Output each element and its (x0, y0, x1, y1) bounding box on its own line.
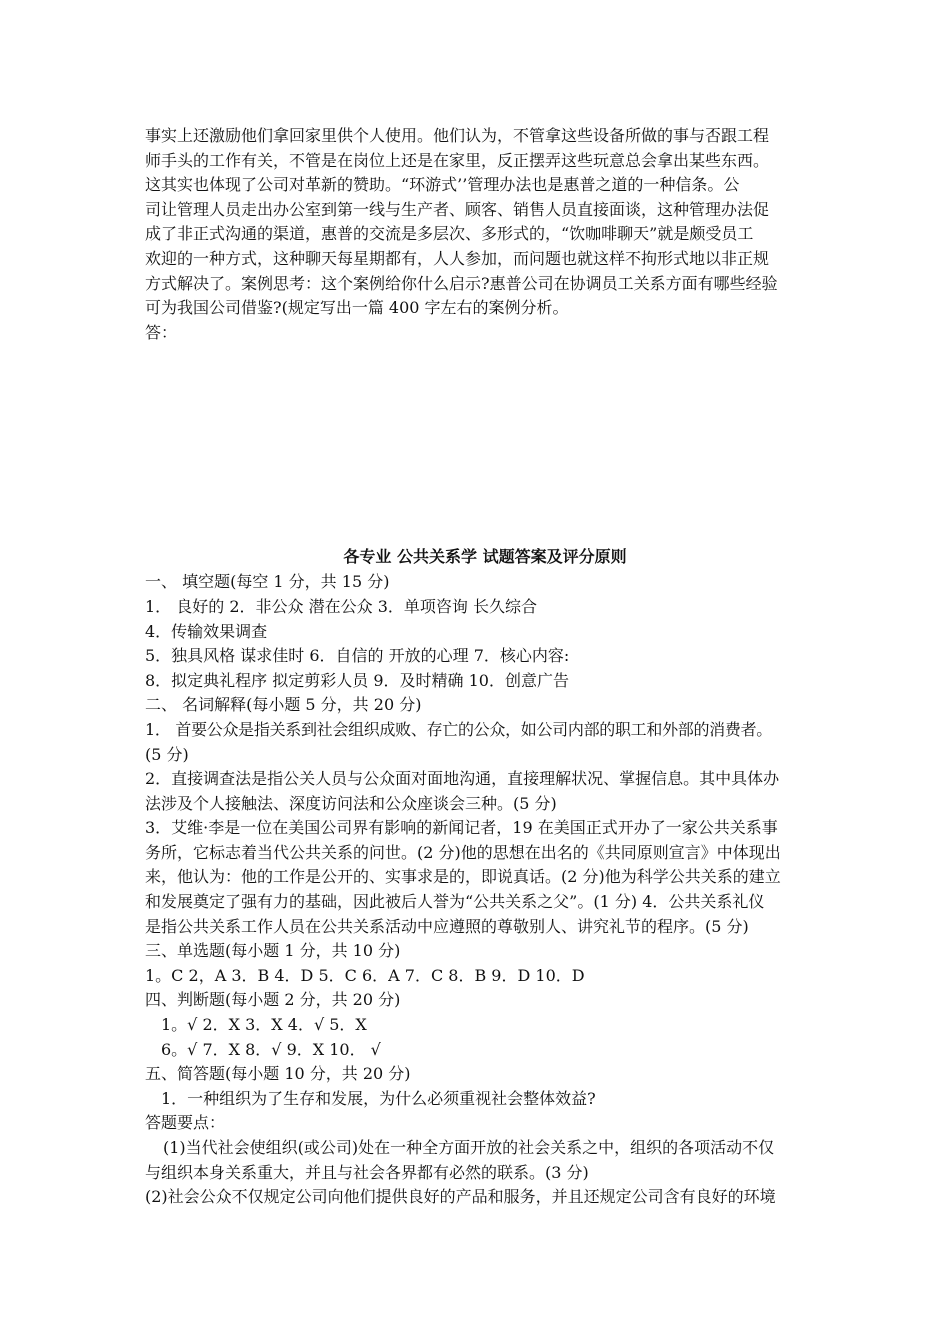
section-heading: 五、简答题(每小题 10 分，共 20 分) (145, 1064, 411, 1084)
answer-line: 务所，它标志着当代公共关系的问世。(2 分)他的思想在出名的《共同原则宣言》中体现出 (145, 842, 781, 862)
answer-line: 5．独具风格 谋求佳时 6．自信的 开放的心理 7．核心内容: (145, 646, 570, 666)
case-text (145, 124, 825, 345)
answer-line: 4．传输效果调查 (145, 621, 268, 641)
answer-line: 8．拟定典礼程序 拟定剪彩人员 9．及时精确 10．创意广告 (145, 670, 569, 690)
case-line: 司让管理人员走出办公室到第一线与生产者、顾客、销售人员直接面谈，这种管理办法促 (145, 199, 770, 219)
case-line: 师手头的工作有关，不管是在岗位上还是在家里，反正摆弄这些玩意总会拿出某些东西。 (145, 150, 770, 170)
answer-line: 1。C 2，A 3．B 4．D 5．C 6．A 7．C 8．B 9．D 10．D (145, 965, 585, 985)
case-line: 这其实也体现了公司对革新的赞助。“环游式’’管理办法也是惠普之道的一种信条。公 (145, 175, 740, 195)
answer-line: 1． 良好的 2．非公众 潜在公众 3．单项咨询 长久综合 (145, 596, 537, 616)
answer-line: 法涉及个人接触法、深度访问法和公众座谈会三种。(5 分) (145, 793, 557, 813)
case-line: 可为我国公司借鉴?(规定写出一篇 400 字左右的案例分析。 (145, 298, 569, 318)
answer-line: (5 分) (145, 744, 189, 764)
case-line: 事实上还激励他们拿回家里供个人使用。他们认为，不管拿这些设备所做的事与否跟工程 (145, 126, 770, 145)
answer-space (145, 345, 825, 544)
answer-line: 1． 首要公众是指关系到社会组织成败、存亡的公众，如公司内部的职工和外部的消费者。 (145, 719, 772, 739)
answer-line: 和发展奠定了强有力的基础，因此被后人誉为“公共关系之父”。(1 分) 4．公共关系礼仪 (145, 892, 765, 912)
answer-label: 答： (145, 322, 178, 342)
case-line: 方式解决了。案例思考：这个案例给你什么启示?惠普公司在协调员工关系方面有哪些经验 (145, 273, 778, 293)
answer-line: 来，他认为：他的工作是公开的、实事求是的，即说真话。(2 分)他为科学公共关系的建立 (145, 867, 781, 887)
answer-line: 6。√ 7．X 8．√ 9．X 10． √ (161, 1039, 381, 1059)
answer-line: 2．直接调查法是指公关人员与公众面对面地沟通，直接理解状况、掌握信息。其中具体办 (145, 769, 780, 789)
answer-line: (2)社会公众不仅规定公司向他们提供良好的产品和服务，并且还规定公司含有良好的环境 (145, 1187, 776, 1207)
question-line: 1．一种组织为了生存和发展，为什么必须重视社会整体效益? (161, 1088, 596, 1108)
answer-line: 3．艾维·李是一位在美国公司界有影响的新闻记者，19 在美国正式开办了一家公共关系事 (145, 818, 778, 838)
answers-title: 各专业 公共关系学 试题答案及评分原则 (343, 547, 627, 567)
answer-line: 是指公共关系工作人员在公共关系活动中应遵照的尊敬别人、讲究礼节的程序。(5 分) (145, 916, 749, 936)
answer-line: (1)当代社会使组织(或公司)处在一种全方面开放的社会关系之中，组织的各项活动不仅 (163, 1138, 775, 1157)
section-heading: 四、判断题(每小题 2 分，共 20 分) (145, 990, 401, 1010)
answer-line: 与组织本身关系重大，并且与社会各界都有必然的联系。(3 分) (145, 1162, 589, 1182)
case-line: 欢迎的一种方式，这种聊天每星期都有，人人参加，而问题也就这样不拘形式地以非正规 (145, 248, 770, 268)
section-heading: 二、 名词解释(每小题 5 分，共 20 分) (145, 695, 422, 715)
document-page (145, 124, 825, 1210)
case-line: 成了非正式沟通的渠道，惠普的交流是多层次、多形式的，“饮咖啡聊天”就是颇受员工 (145, 224, 754, 244)
section-heading: 一、 填空题(每空 1 分，共 15 分) (145, 572, 390, 592)
answer-line: 1。√ 2．X 3．X 4．√ 5．X (161, 1015, 367, 1035)
answers-body (145, 570, 825, 1209)
answer-line: 答题要点： (145, 1113, 226, 1133)
section-heading: 三、单选题(每小题 1 分，共 10 分) (145, 941, 401, 961)
